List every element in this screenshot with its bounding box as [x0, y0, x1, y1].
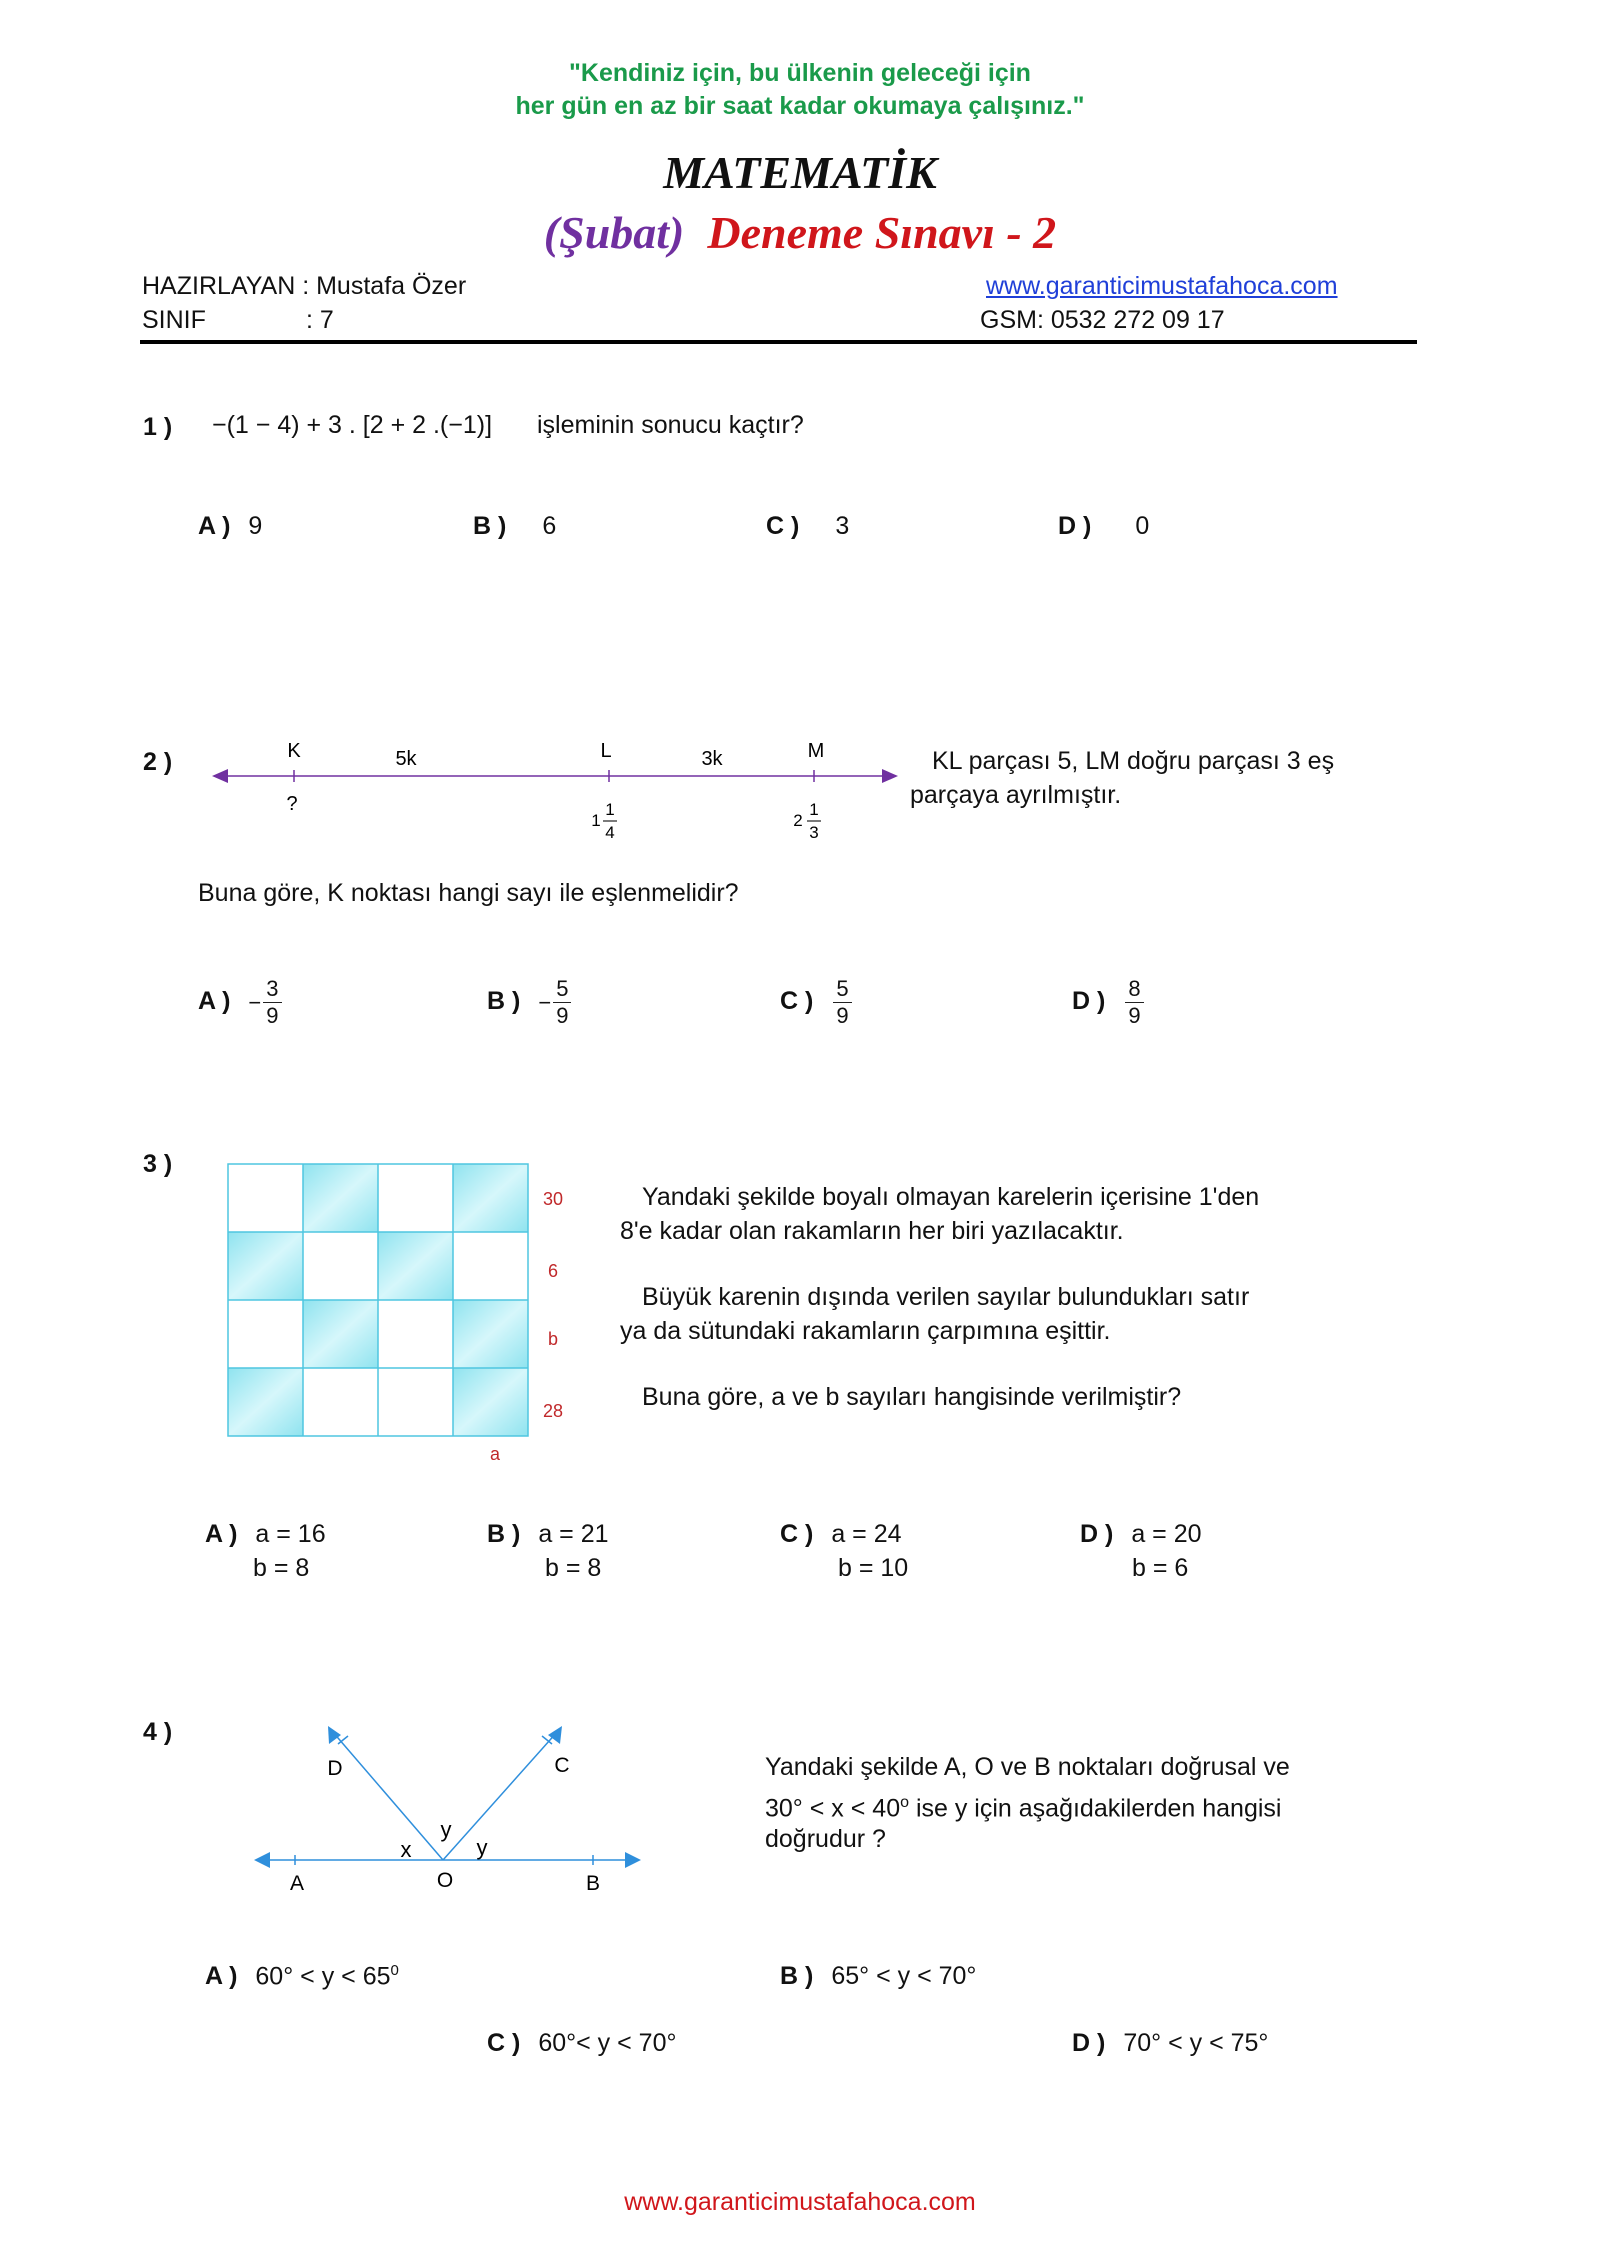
- q3-option-c[interactable]: [780, 1517, 908, 1585]
- option-b-value: b = 8: [545, 1554, 602, 1582]
- q3-question: Buna göre, a ve b sayıları hangisinde verilmiştir?: [642, 1383, 1182, 1411]
- option-fraction: [833, 976, 851, 1029]
- l-denominator: 4: [605, 823, 615, 842]
- option-a-value: a = 16: [255, 1520, 326, 1548]
- q1-option-a[interactable]: [198, 512, 262, 541]
- q4-number: 4 ): [143, 1718, 173, 1746]
- denominator: 9: [836, 1003, 849, 1028]
- label-m: M: [807, 740, 825, 762]
- q3-paragraph-2-line-1: Büyük karenin dışında verilen sayılar bulundukları satır: [642, 1283, 1250, 1311]
- arrow-c-icon: [548, 1726, 562, 1744]
- grid-cell-shaded: [303, 1300, 378, 1368]
- option-letter: A ): [198, 987, 231, 1016]
- q3-option-a[interactable]: [205, 1517, 326, 1585]
- angle-label-x: x: [400, 1837, 412, 1862]
- degree-sup: o: [900, 1794, 910, 1811]
- angle-label-y-right: y: [476, 1835, 488, 1860]
- q1-number: 1 ): [143, 413, 173, 441]
- option-sign: −: [248, 989, 262, 1015]
- option-a-value: a = 24: [831, 1520, 902, 1548]
- option-a-value: a = 21: [538, 1520, 609, 1548]
- grid-cell-empty[interactable]: [303, 1232, 378, 1300]
- number-line-diagram: [200, 730, 920, 850]
- q2-question: Buna göre, K noktası hangi sayı ile eşlenmelidir?: [198, 879, 739, 907]
- option-letter: C ): [780, 987, 814, 1016]
- option-fraction: [553, 976, 571, 1029]
- option-fraction: [263, 976, 281, 1029]
- option-value: 6: [542, 512, 557, 540]
- option-sign: −: [538, 989, 552, 1015]
- option-letter: C ): [780, 1520, 814, 1548]
- option-value: 9: [248, 512, 263, 540]
- option-letter: B ): [780, 1962, 814, 1990]
- arrow-left-icon: [212, 769, 228, 783]
- grid-cell-empty[interactable]: [378, 1164, 453, 1232]
- denominator: 9: [266, 1003, 279, 1028]
- m-denominator: 3: [809, 823, 819, 842]
- q2-option-a[interactable]: [198, 976, 282, 1029]
- option-letter: A ): [205, 1520, 238, 1548]
- grid-cell-shaded: [228, 1368, 303, 1436]
- grid-cell-shaded: [453, 1368, 528, 1436]
- option-letter: A ): [198, 512, 231, 540]
- numerator: 5: [833, 976, 851, 1003]
- q2-option-b[interactable]: [487, 976, 571, 1029]
- denominator: 9: [556, 1003, 569, 1028]
- page-subtitle: [0, 206, 1600, 259]
- row-label-2: 6: [547, 1261, 559, 1281]
- l-whole: 1: [591, 811, 601, 830]
- option-letter: A ): [205, 1962, 238, 1991]
- option-letter: D ): [1072, 2029, 1106, 2057]
- angle-label-y-top: y: [440, 1817, 452, 1842]
- ray-oc: [440, 1731, 558, 1860]
- subtitle-exam: Deneme Sınavı - 2: [707, 207, 1057, 258]
- q1-expression: −(1 − 4) + 3 . [2 + 2 .(−1)]: [212, 411, 493, 439]
- q4-text-line-1: Yandaki şekilde A, O ve B noktaları doğrusal ve: [765, 1753, 1290, 1781]
- m-whole: 2: [793, 811, 803, 830]
- label-k: K: [287, 740, 301, 762]
- option-value: 65° < y < 70°: [831, 1962, 977, 1990]
- footer-website[interactable]: www.garanticimustafahoca.com: [624, 2188, 976, 2216]
- row-label-4: 28: [542, 1401, 564, 1421]
- page-title: MATEMATİK: [663, 147, 937, 198]
- option-letter: C ): [766, 512, 800, 540]
- header-divider: [140, 340, 1417, 344]
- segment-lm-label: 3k: [701, 748, 723, 770]
- grid-diagram: [220, 1160, 580, 1480]
- grid-cell-empty[interactable]: [228, 1164, 303, 1232]
- option-a-value: a = 20: [1131, 1520, 1202, 1548]
- q2-description-1: KL parçası 5, LM doğru parçası 3 eş: [932, 747, 1335, 775]
- option-value: 60° < y < 65: [255, 1962, 391, 1991]
- motto-line-1: "Kendiniz için, bu ülkenin geleceği için: [569, 59, 1031, 87]
- q4-text-rest: ise y için aşağıdakilerden hangisi: [909, 1794, 1282, 1823]
- label-c: C: [554, 1754, 570, 1777]
- column-label-a: a: [489, 1444, 501, 1464]
- label-o: O: [436, 1869, 454, 1892]
- motto-line-2: her gün en az bir saat kadar okumaya çalışınız.": [515, 92, 1085, 120]
- q2-number: 2 ): [143, 748, 173, 776]
- option-letter: D ): [1058, 512, 1092, 540]
- numerator: 3: [263, 976, 281, 1003]
- class-value: : 7: [306, 306, 334, 334]
- option-sup: 0: [390, 1962, 399, 1979]
- q3-paragraph-2-line-2: ya da sütundaki rakamların çarpımına eşittir.: [620, 1317, 1111, 1345]
- segment-kl-label: 5k: [395, 748, 417, 770]
- q3-option-b[interactable]: [487, 1517, 609, 1585]
- numerator: 5: [553, 976, 571, 1003]
- grid-cell-empty[interactable]: [453, 1232, 528, 1300]
- grid-cell-empty[interactable]: [378, 1300, 453, 1368]
- m-numerator: 1: [809, 800, 819, 819]
- q4-text-line-3: doğrudur ?: [765, 1825, 886, 1853]
- option-b-value: b = 8: [253, 1554, 310, 1582]
- option-value: 70° < y < 75°: [1123, 2029, 1269, 2057]
- label-b: B: [585, 1872, 601, 1895]
- q3-option-d[interactable]: [1080, 1517, 1202, 1585]
- option-letter: B ): [487, 987, 521, 1016]
- q1-option-b[interactable]: [473, 512, 556, 541]
- q4-inequality: 30° < x < 40: [765, 1794, 901, 1823]
- q3-number: 3 ): [143, 1150, 173, 1178]
- option-letter: D ): [1080, 1520, 1114, 1548]
- q2-description-2: parçaya ayrılmıştır.: [910, 781, 1122, 809]
- label-d: D: [327, 1757, 343, 1780]
- ray-od: [332, 1731, 443, 1860]
- q1-option-d[interactable]: [1058, 512, 1149, 541]
- option-letter: B ): [487, 1520, 521, 1548]
- grid-cell-shaded: [378, 1232, 453, 1300]
- arrow-b-icon: [625, 1852, 641, 1868]
- grid-cell-empty[interactable]: [303, 1368, 378, 1436]
- arrow-a-icon: [254, 1852, 270, 1868]
- denominator: 9: [1128, 1003, 1141, 1028]
- q2-option-c[interactable]: [780, 976, 852, 1029]
- option-letter: C ): [487, 2029, 521, 2057]
- author-label: HAZIRLAYAN : Mustafa Özer: [142, 272, 467, 300]
- angle-diagram: [240, 1710, 660, 1910]
- option-b-value: b = 10: [838, 1554, 909, 1582]
- row-label-b: b: [547, 1329, 559, 1349]
- grid-cell-shaded: [303, 1164, 378, 1232]
- arrow-right-icon: [882, 769, 898, 783]
- q4-option-c[interactable]: [487, 2029, 676, 2058]
- option-letter: D ): [1072, 987, 1106, 1016]
- arrow-d-icon: [328, 1726, 341, 1744]
- l-numerator: 1: [605, 800, 615, 819]
- grid-cell-shaded: [228, 1232, 303, 1300]
- q3-paragraph-1-line-2: 8'e kadar olan rakamların her biri yazılacaktır.: [620, 1217, 1124, 1245]
- grid-cell-empty[interactable]: [228, 1300, 303, 1368]
- q3-paragraph-1-line-1: Yandaki şekilde boyalı olmayan karelerin içerisine 1'den: [642, 1183, 1260, 1211]
- label-a: A: [289, 1872, 305, 1895]
- q4-text-line-2: [765, 1786, 1281, 1825]
- q2-option-d[interactable]: [1072, 976, 1144, 1029]
- numerator: 8: [1125, 976, 1143, 1003]
- option-fraction: [1125, 976, 1143, 1029]
- q1-option-c[interactable]: [766, 512, 849, 541]
- grid-cell-shaded: [453, 1164, 528, 1232]
- option-value: 60°< y < 70°: [538, 2029, 677, 2057]
- q4-option-a[interactable]: [205, 1962, 399, 1991]
- option-value: 0: [1135, 512, 1150, 540]
- row-label-1: 30: [542, 1189, 564, 1209]
- gsm-number: GSM: 0532 272 09 17: [980, 306, 1225, 334]
- q1-text: işleminin sonucu kaçtır?: [537, 411, 804, 439]
- option-letter: B ): [473, 512, 507, 540]
- q4-option-d[interactable]: [1072, 2029, 1268, 2058]
- option-value: 3: [835, 512, 850, 540]
- k-unknown-value: ?: [286, 793, 298, 815]
- grid-cell-shaded: [453, 1300, 528, 1368]
- grid-cell-empty[interactable]: [378, 1368, 453, 1436]
- label-l: L: [600, 740, 612, 762]
- subtitle-month: (Şubat): [543, 207, 685, 258]
- option-b-value: b = 6: [1132, 1554, 1189, 1582]
- q4-option-b[interactable]: [780, 1962, 976, 1991]
- class-label: SINIF: [142, 306, 206, 334]
- website-link[interactable]: www.garanticimustafahoca.com: [986, 272, 1338, 300]
